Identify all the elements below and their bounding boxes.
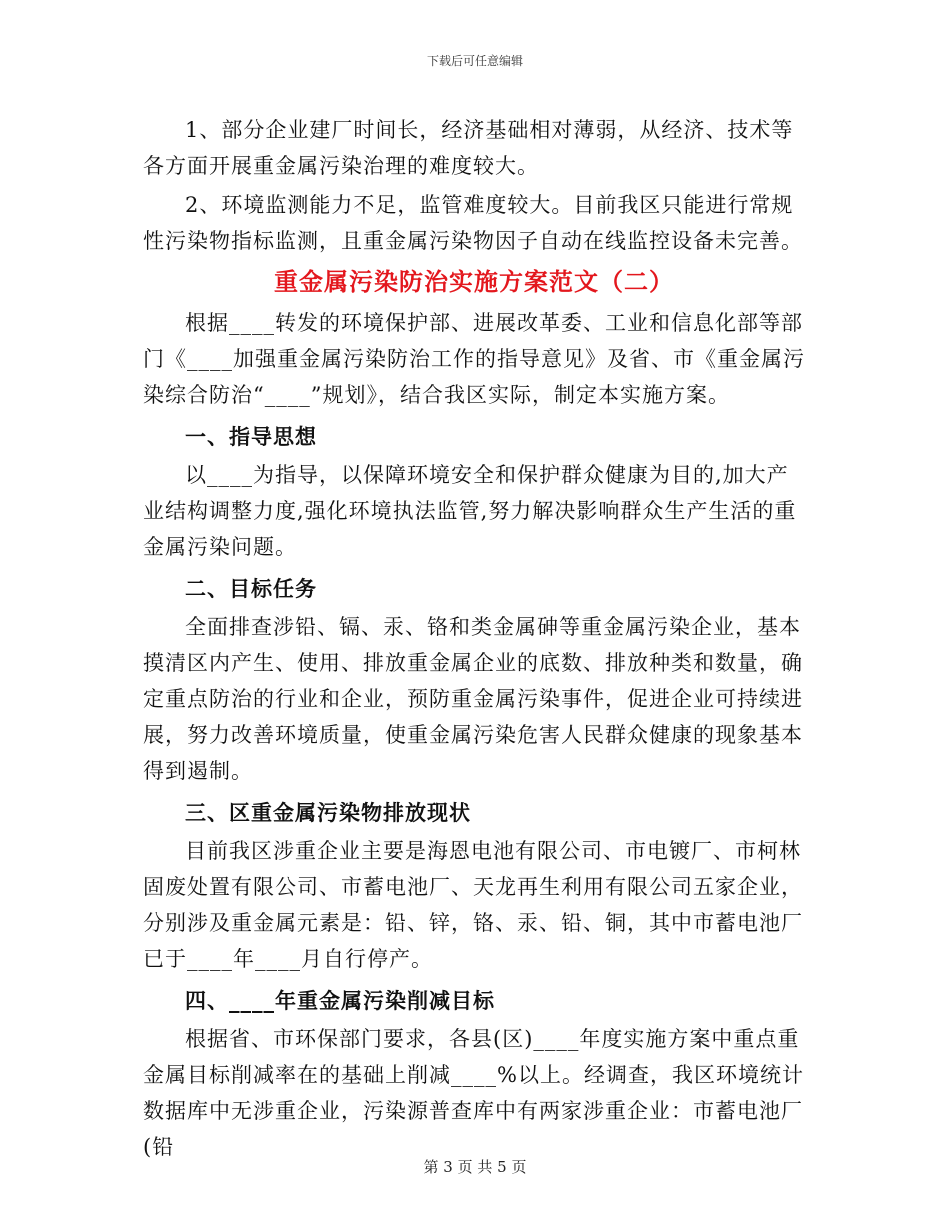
section-body-4: 根据省、市环保部门要求，各县(区)____年度实施方案中重点重金属目标削减率在的基础上削减____%以上。经调查，我区环境统计数据库中无涉重企业，污染源普查库中有两家涉重企业：市蓄电池厂(铅 (143, 1027, 804, 1159)
section-body-2: 全面排查涉铅、镉、汞、铬和类金属砷等重金属污染企业，基本摸清区内产生、使用、排放重金属企业的底数、排放种类和数量，确定重点防治的行业和企业，预防重金属污染事件，促进企业可持续进展，努力改善环境质量，使重金属污染危害人民群众健康的现象基本得到遏制。 (143, 615, 803, 783)
page-header-note: 下载后可任意编辑 (426, 54, 523, 68)
paragraph-top-1: 1、部分企业建厂时间长，经济基础相对薄弱，从经济、技术等各方面开展重金属污染治理的难度较大。 (143, 118, 794, 178)
section-body-3: 目前我区涉重企业主要是海恩电池有限公司、市电镀厂、市柯林固废处置有限公司、市蓄电池厂、天龙再生利用有限公司五家企业，分别涉及重金属元素是：铅、锌，铬、汞、铅、铜，其中市蓄电池厂已于____年____月自行停产。 (143, 839, 803, 971)
intro-paragraph: 根据____转发的环境保护部、进展改革委、工业和信息化部等部门《____加强重金属污染防治工作的指导意见》及省、市《重金属污染综合防治“____”规划》，结合我区实际，制定本实施方案。 (143, 311, 805, 407)
document-body (143, 112, 805, 1165)
paragraph-top-2: 2、环境监测能力不足，监管难度较大。目前我区只能进行常规性污染物指标监测，且重金属污染物因子自动在线监控设备未完善。 (143, 193, 803, 253)
section-heading-3: 三、区重金属污染物排放现状 (185, 800, 471, 825)
document-title: 重金属污染防治实施方案范文（二） (274, 267, 674, 296)
page-footer-page-number: 第 3 页 共 5 页 (423, 1158, 527, 1176)
section-heading-4: 四、____年重金属污染削减目标 (185, 988, 495, 1013)
section-body-1: 以____为指导，以保障环境安全和保护群众健康为目的,加大产业结构调整力度,强化环境执法监管,努力解决影响群众生产生活的重金属污染问题。 (143, 463, 797, 559)
section-heading-2: 二、目标任务 (185, 576, 317, 601)
section-heading-1: 一、指导思想 (185, 424, 317, 449)
